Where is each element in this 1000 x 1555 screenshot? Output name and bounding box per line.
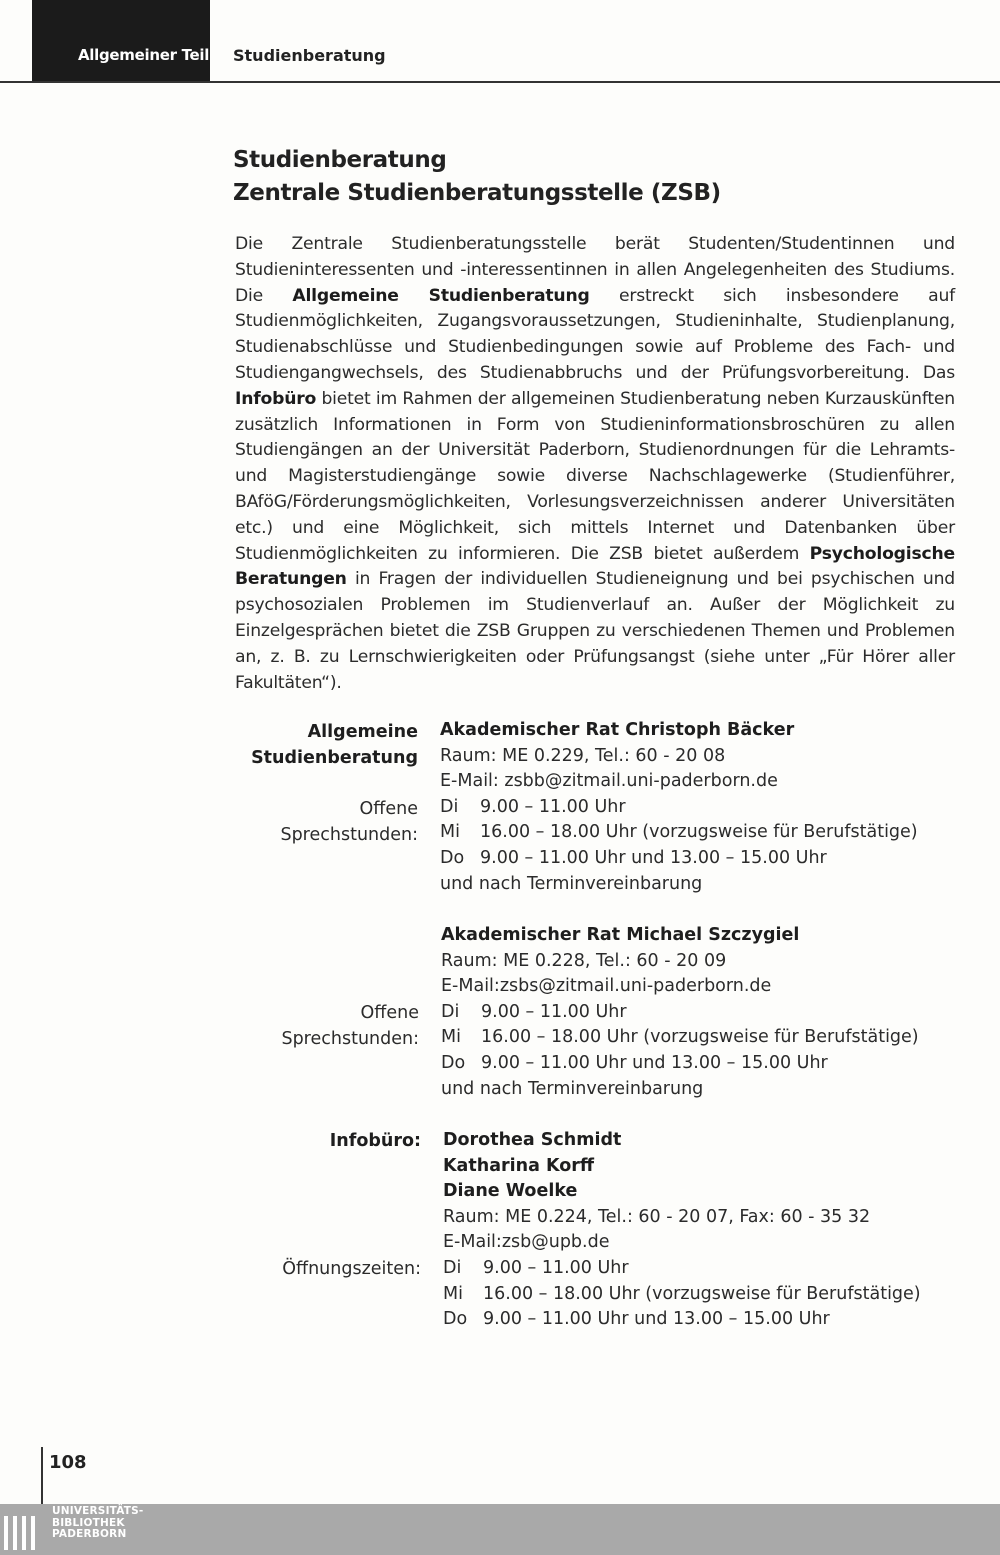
contact-name: Akademischer Rat Michael Szczygiel [441, 925, 800, 945]
hours-day: Di [443, 1257, 462, 1278]
hours-day: Do [441, 1052, 466, 1073]
hours-row [440, 795, 918, 821]
contact-room-phone-fax: Raum: ME 0.224, Tel.: 60 - 20 07, Fax: 60 - 35 32 [443, 1206, 871, 1227]
hours-row [443, 1256, 921, 1282]
hours-day: Di [440, 796, 459, 817]
hours-row [441, 1051, 919, 1077]
contact-block-szczygiel [441, 923, 919, 1102]
hours-time: 9.00 – 11.00 Uhr und 13.00 – 15.00 Uhr [481, 1052, 828, 1073]
hours-time: 9.00 – 11.00 Uhr und 13.00 – 15.00 Uhr [480, 847, 827, 868]
intro-text-4: in Fragen der individuellen Studieneignung und bei psychischen und psychosozialen Problemen im Studienverlauf an. Außer der Möglichkeit zu Einzelgesprächen bietet die ZSB Gruppen zu verschiedenen Themen und Problemen an, z. B. zu Lernschwierigkeiten oder Prüfungsangst (siehe unter „Für Hörer aller Fakultäten“). [235, 569, 955, 693]
label-sprechstunden: Sprechstunden: [281, 1028, 419, 1049]
hours-day: Do [440, 847, 465, 868]
label-offene-sprechstunden-2 [219, 1001, 419, 1052]
page-number: 108 [49, 1452, 87, 1473]
hours-time: 9.00 – 11.00 Uhr und 13.00 – 15.00 Uhr [483, 1309, 830, 1330]
label-allgemeine-studienberatung [218, 720, 418, 771]
intro-paragraph [235, 232, 955, 696]
hours-time: 9.00 – 11.00 Uhr [480, 796, 626, 817]
contact-room-phone: Raum: ME 0.229, Tel.: 60 - 20 08 [440, 745, 726, 766]
page-title-line1: Studienberatung [233, 147, 447, 173]
label-sprechstunden: Sprechstunden: [280, 824, 418, 845]
label-infobuero: Infobüro: [329, 1131, 421, 1151]
hours-row [441, 1000, 919, 1026]
label-offene-sprechstunden [218, 797, 418, 848]
hours-day: Mi [440, 822, 460, 843]
page-title [233, 144, 721, 210]
hours-row [443, 1307, 921, 1333]
contact-block-infobuero [443, 1128, 921, 1333]
staff-name: Dorothea Schmidt [443, 1130, 622, 1150]
hours-row [443, 1282, 921, 1308]
library-footer [0, 1504, 1000, 1555]
label-offene: Offene [360, 1003, 419, 1023]
hours-time: 9.00 – 11.00 Uhr [481, 1001, 627, 1022]
hours-day: Do [443, 1309, 468, 1330]
hours-time: 16.00 – 18.00 Uhr (vorzugsweise für Berufstätige) [483, 1283, 921, 1304]
contact-email[interactable]: E-Mail: zsbb@zitmail.uni-paderborn.de [440, 771, 778, 792]
hours-day: Di [441, 1001, 460, 1022]
header-divider [0, 81, 1000, 83]
hours-note: und nach Terminvereinbarung [440, 873, 703, 894]
contact-room-phone: Raum: ME 0.228, Tel.: 60 - 20 09 [441, 950, 727, 971]
library-logo-text [52, 1506, 143, 1541]
library-logo-line1: UNIVERSITÄTS- [52, 1505, 144, 1517]
hours-time: 16.00 – 18.00 Uhr (vorzugsweise für Berufstätige) [481, 1027, 919, 1048]
library-logo-icon [4, 1516, 44, 1550]
hours-row [440, 846, 918, 872]
header-tab-label: Allgemeiner Teil [78, 46, 210, 64]
page-title-line2: Zentrale Studienberatungsstelle (ZSB) [233, 180, 721, 206]
intro-text-3: bietet im Rahmen der allgemeinen Studienberatung neben Kurzauskünften zusätzlich Informationen in Form von Studieninformationsbroschüren zu allen Studiengängen an der Universität Paderborn, Studienordnungen für die Lehramts- und Magisterstudiengänge sowie diverse Nachschlagewerke (Studienführer, BAföG/Förderungsmöglichkeiten, Vorlesungsverzeichnissen anderer Universitäten etc.) und eine Möglichkeit, sich mittels Internet und Datenbanken über Studienmöglichkeiten zu informieren. Die ZSB bietet außerdem [235, 388, 955, 564]
library-logo-line3: PADERBORN [52, 1528, 127, 1540]
intro-bold-allgemeine: Allgemeine Studienberatung [292, 285, 590, 306]
contact-email[interactable]: E-Mail:zsbs@zitmail.uni-paderborn.de [441, 976, 772, 997]
contact-name: Akademischer Rat Christoph Bäcker [440, 720, 795, 740]
label-oeffnungszeiten: Öffnungszeiten: [282, 1259, 421, 1279]
staff-name: Diane Woelke [443, 1181, 578, 1202]
header-section-title: Studienberatung [233, 46, 386, 65]
label-allgemeine: Allgemeine [307, 722, 418, 742]
hours-time: 9.00 – 11.00 Uhr [483, 1257, 629, 1278]
label-offene: Offene [359, 799, 418, 819]
hours-row [440, 820, 918, 846]
hours-day: Mi [441, 1027, 461, 1048]
library-logo-line2: BIBLIOTHEK [52, 1516, 125, 1529]
header-tab [32, 0, 210, 82]
hours-time: 16.00 – 18.00 Uhr (vorzugsweise für Berufstätige) [480, 822, 918, 843]
intro-bold-psychologische: Psychologische Beratungen [235, 543, 955, 590]
staff-name: Katharina Korff [443, 1155, 595, 1176]
intro-text-1: Die Zentrale Studienberatungsstelle berät Studenten/Studentinnen und Studieninteressenten und -interessentinnen in allen Angelegenheiten des Studiums. Die [235, 234, 955, 306]
contact-block-baecker [440, 718, 918, 897]
hours-note: und nach Terminvereinbarung [441, 1078, 704, 1099]
contact-email[interactable]: E-Mail:zsb@upb.de [443, 1232, 610, 1253]
label-studienberatung: Studienberatung [251, 747, 418, 768]
hours-row [441, 1025, 919, 1051]
intro-bold-infobuero: Infobüro [235, 388, 317, 409]
hours-day: Mi [443, 1283, 463, 1304]
intro-text-2: erstreckt sich insbesondere auf Studienmöglichkeiten, Zugangsvoraussetzungen, Studieninhalte, Studienplanung, Studienabschlüsse und Studienbedingungen sowie auf Probleme des Fach- und Studiengangwechsels, des Studienabbruchs und der Prüfungsvorbereitung. Das [235, 285, 955, 383]
